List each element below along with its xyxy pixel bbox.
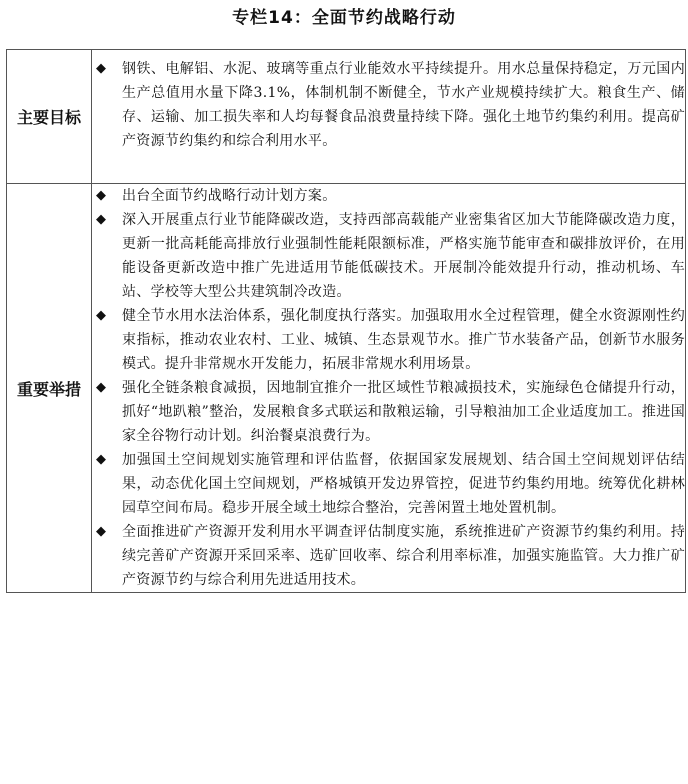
table-row bbox=[7, 184, 686, 593]
row-content-main-goals bbox=[92, 50, 686, 184]
table-row bbox=[7, 50, 686, 184]
item-text: 强化全链条粮食减损，因地制宜推介一批区域性节粮减损技术，实施绿色仓储提升行动，抓好“地趴粮”整治，发展粮食多式联运和散粮运输，引导粮油加工企业适度加工。推进国家全谷物行动计划。纠治餐桌浪费行为。 bbox=[122, 380, 685, 444]
row-content-key-measures bbox=[92, 184, 686, 593]
column-title: 专栏14：全面节约战略行动 bbox=[232, 8, 456, 28]
row-label-main-goals: 主要目标 bbox=[7, 50, 92, 184]
list-item bbox=[92, 448, 685, 520]
item-text: 加强国土空间规划实施管理和评估监督，依据国家发展规划、结合国土空间规划评估结果，动态优化国土空间规划，严格城镇开发边界管控，促进节约集约用地。统筹优化耕林园草空间布局。稳步开展全域土地综合整治，完善闲置土地处置机制。 bbox=[122, 452, 685, 516]
list-item bbox=[92, 304, 685, 376]
list-item bbox=[92, 376, 685, 448]
list-item bbox=[92, 57, 685, 153]
diamond-bullet-icon: ◆ bbox=[96, 61, 106, 76]
diamond-bullet-icon: ◆ bbox=[96, 212, 106, 227]
list-item bbox=[92, 208, 685, 304]
diamond-bullet-icon: ◆ bbox=[96, 524, 106, 539]
item-text: 钢铁、电解铝、水泥、玻璃等重点行业能效水平持续提升。用水总量保持稳定，万元国内生产总值用水量下降3.1%，体制机制不断健全，节水产业规模持续扩大。粮食生产、储存、运输、加工损失率和人均每餐食品浪费量持续下降。强化土地节约集约利用。提高矿产资源节约集约和综合利用水平。 bbox=[122, 61, 685, 149]
content-table bbox=[6, 49, 686, 593]
diamond-bullet-icon: ◆ bbox=[96, 308, 106, 323]
diamond-bullet-icon: ◆ bbox=[96, 452, 106, 467]
item-text: 出台全面节约战略行动计划方案。 bbox=[122, 188, 337, 204]
row-label-key-measures: 重要举措 bbox=[7, 184, 92, 593]
diamond-bullet-icon: ◆ bbox=[96, 188, 106, 203]
item-text: 全面推进矿产资源开发利用水平调查评估制度实施，系统推进矿产资源节约集约利用。持续完善矿产资源开采回采率、选矿回收率、综合利用率标准，加强实施监管。大力推广矿产资源节约与综合利用先进适用技术。 bbox=[122, 524, 685, 588]
diamond-bullet-icon: ◆ bbox=[96, 380, 106, 395]
list-item bbox=[92, 520, 685, 592]
list-item bbox=[92, 184, 685, 208]
item-text: 深入开展重点行业节能降碳改造，支持西部高载能产业密集省区加大节能降碳改造力度，更新一批高耗能高排放行业强制性能耗限额标准，严格实施节能审查和碳排放评价，在用能设备更新改造中推广先进适用节能低碳技术。开展制冷能效提升行动，推动机场、车站、学校等大型公共建筑制冷改造。 bbox=[122, 212, 685, 300]
item-text: 健全节水用水法治体系，强化制度执行落实。加强取用水全过程管理，健全水资源刚性约束指标，推动农业农村、工业、城镇、生态景观节水。推广节水装备产品，创新节水服务模式。提升非常规水开发能力，拓展非常规水利用场景。 bbox=[122, 308, 685, 372]
